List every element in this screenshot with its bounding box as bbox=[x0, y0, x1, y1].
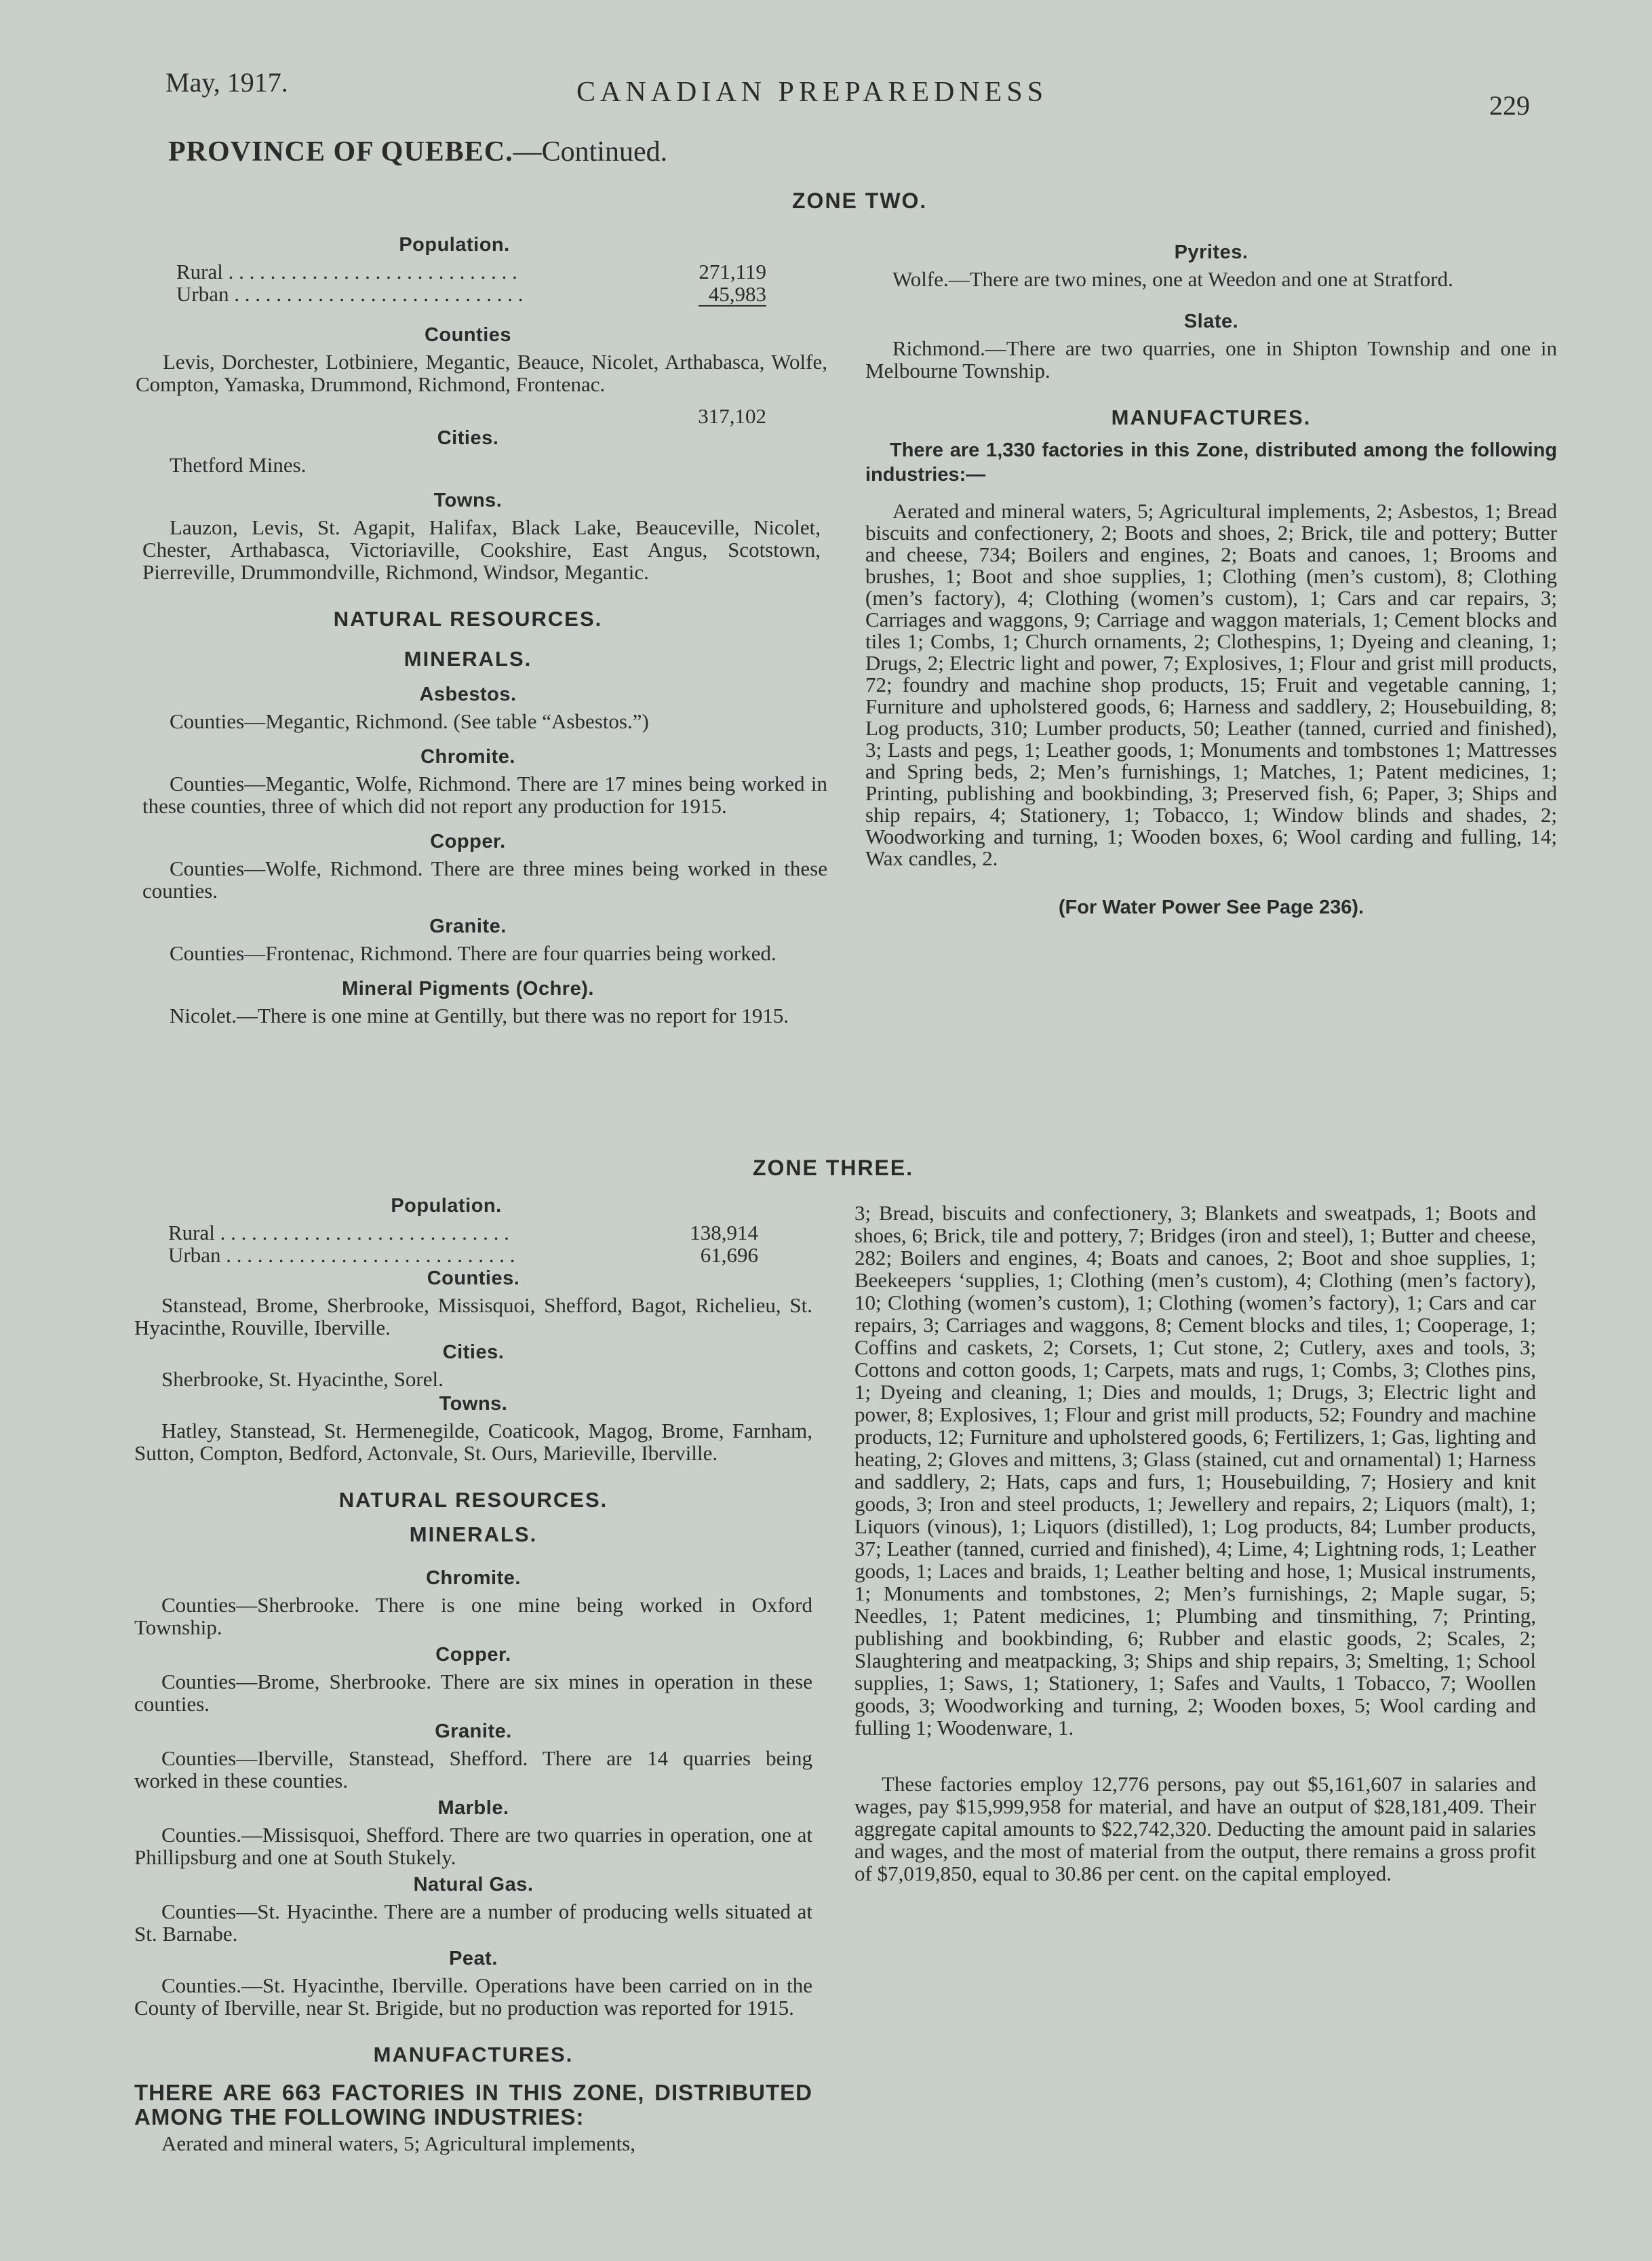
copper-heading: Copper. bbox=[430, 831, 506, 852]
slate-text: Richmond.—There are two quarries, one in Shipton Township and one in Melbourne Township. bbox=[865, 336, 1557, 382]
natural-resources-heading: NATURAL RESOURCES. bbox=[338, 1488, 608, 1512]
cities-heading: Cities. bbox=[442, 1341, 505, 1363]
urban-value: 45,983 bbox=[708, 282, 766, 306]
population-urban-row bbox=[134, 1244, 758, 1266]
zone-three-title: ZONE THREE. bbox=[753, 1156, 914, 1180]
factories-summary: These factories employ 12,776 persons, pay out $5,161,607 in salaries and wages, pay $15,999,958 for material, and have an output of $28,181,409. Their aggregate capital amounts to $22,742,320. Deducting the amount paid in salaries and wages, and the most of material from the output, there remains a gross profit of $7,019,850, equal to 30.86 per cent. on the capital employed. bbox=[854, 1772, 1536, 1885]
copper-text: Counties—Brome, Sherbrooke. There are six mines in operation in these counties. bbox=[134, 1670, 812, 1716]
urban-label: Urban . . . . . . . . . . . . . . . . . . . . . . . . . . . . bbox=[176, 282, 524, 306]
manufactures-heading: MANUFACTURES. bbox=[1111, 406, 1312, 429]
issue-date: May, 1917. bbox=[165, 67, 288, 98]
zone-three-left-column bbox=[134, 1195, 812, 2155]
pyrites-text: Wolfe.—There are two mines, one at Weedon and one at Stratford. bbox=[892, 267, 1453, 291]
manufactures-intro: There are 1,330 factories in this Zone, distributed among the following industries:— bbox=[865, 439, 1557, 486]
minerals-heading: MINERALS. bbox=[404, 647, 532, 671]
manufactures-text: Aerated and mineral waters, 5; Agricultural implements, 2; Asbestos, 1; Bread biscuits and confectionery, 2; Boots and shoes, 2; Brick, tile and pottery; Butter and cheese, 734; Boilers and engines, 2; Boats and canoes, 1; Brooms and brushes, 1; Boot and shoe supplies, 1; Clothing (men’s custom), 8; Clothing (men’s factory), 4; Clothing (women’s custom), 1; Cars and car repairs, 3; Carriages and waggons, 9; Carriage and waggon materials, 1; Cement blocks and tiles 1; Combs, 1; Church ornaments, 2; Clothespins, 1; Dyeing and cleaning, 1; Drugs, 2; Electric light and power, 7; Explosives, 1; Flour and grist mill products, 72; foundry and machine shop products, 15; Fruit and vegetable canning, 1; Furniture and upholstered goods, 6; Harness and saddlery, 2; Housebuilding, 8; Log products, 310; Lumber products, 50; Leather (tanned, curried and finished), 3; Lasts and pegs, 1; Leather goods, 1; Monuments and tombstones 1; Mattresses and Spring beds, 2; Men’s furnishings, 1; Matches, 1; Patent medicines, 1; Printing, publishing and bookbinding, 3; Preserved fish, 6; Paper, 3; Ships and ship repairs, 4; Stationery, 1; Tobacco, 1; Window blinds and shades, 2; Woodworking and turning, 1; Wooden boxes, 6; Wool carding and fulling, 14; Wax candles, 2. bbox=[865, 499, 1557, 870]
towns-heading: Towns. bbox=[433, 490, 503, 511]
zone-two-title: ZONE TWO. bbox=[792, 189, 928, 213]
peat-text: Counties.—St. Hyacinthe, Iberville. Operations have been carried on in the County of Iberville, near St. Brigide, but no production was reported for 1915. bbox=[134, 1973, 812, 2020]
natural-resources-heading: NATURAL RESOURCES. bbox=[333, 607, 603, 631]
rural-value: 271,119 bbox=[699, 260, 766, 283]
population-heading: Population. bbox=[399, 234, 510, 256]
pyrites-heading: Pyrites. bbox=[1174, 241, 1248, 263]
marble-heading: Marble. bbox=[437, 1797, 509, 1819]
granite-text: Counties—Frontenac, Richmond. There are four quarries being worked. bbox=[170, 941, 776, 965]
ochre-text: Nicolet.—There is one mine at Gentilly, but there was no report for 1915. bbox=[170, 1004, 789, 1027]
population-total-block bbox=[142, 405, 766, 427]
population-rural-row bbox=[142, 260, 766, 283]
zone-two-population bbox=[142, 234, 766, 307]
page-number: 229 bbox=[1489, 90, 1530, 121]
asbestos-text: Counties—Megantic, Richmond. (See table “Asbestos.”) bbox=[170, 709, 649, 733]
granite-heading: Granite. bbox=[429, 916, 507, 937]
copper-text: Counties—Wolfe, Richmond. There are three mines being worked in these counties. bbox=[142, 857, 827, 903]
natural-gas-text: Counties—St. Hyacinthe. There are a number of producing wells situated at St. Barnabe. bbox=[134, 1900, 812, 1946]
asbestos-heading: Asbestos. bbox=[419, 684, 517, 705]
natural-gas-heading: Natural Gas. bbox=[413, 1874, 534, 1895]
zone-two-right-column bbox=[865, 241, 1557, 919]
granite-heading: Granite. bbox=[435, 1721, 512, 1742]
manufactures-continued: 3; Bread, biscuits and confectionery, 3; Blankets and sweatpads, 1; Boots and shoes, 6; Brick, tile and pottery, 7; Bridges (iron and steel), 1; Butter and cheese, 282; Boilers and engines, 4; Boats and canoes, 2; Boot and shoe supplies, 1; Beekeepers ‘supplies, 1; Clothing (men’s custom), 4; Clothing (men’s factory), 10; Clothing (women’s custom), 1; Clothing (women’s factory), 1; Cars and car repairs, 3; Carriages and waggons, 8; Cement blocks and tiles, 1; Cooperage, 1; Coffins and caskets, 2; Corsets, 1; Cut stone, 2; Cutlery, axes and tools, 3; Cottons and cotton goods, 1; Carpets, mats and rugs, 1; Combs, 3; Clothes pins, 1; Dyeing and cleaning, 1; Dies and moulds, 1; Drugs, 3; Electric light and power, 8; Explosives, 1; Flour and grist mill products, 52; Foundry and machine products, 12; Furniture and upholstered goods, 6; Fertilizers, 1; Gas, lighting and heating, 2; Gloves and mittens, 3; Glass (stained, cut and ornamental) 1; Harness and saddlery, 2; Hats, caps and furs, 1; Housebuilding, 7; Hosiery and knit goods, 3; Iron and steel products, 1; Jewellery and repairs, 2; Liquors (malt), 1; Liquors (vinous), 1; Liquors (distilled), 1; Log products, 84; Lumber products, 37; Leather (tanned, curried and finished), 4; Lime, 4; Lightning rods, 1; Leather goods, 1; Laces and braids, 1; Leather belting and hose, 1; Musical instruments, 1; Monuments and tombstones, 2; Men’s furnishings, 2; Maple sugar, 5; Needles, 1; Patent medicines, 1; Plumbing and tinsmithing, 7; Printing, publishing and bookbinding, 6; Rubber and elastic goods, 2; Scales, 2; Slaughtering and meatpacking, 3; Ships and ship repairs, 3; Smelting, 1; School supplies, 1; Saws, 1; Stationery, 1; Safes and Vaults, 1 Tobacco, 7; Woollen goods, 3; Woodworking and turning, 2; Wooden boxes, 5; Wool carding and fulling 1; Woodenware, 1. bbox=[854, 1201, 1536, 1739]
counties-heading: Counties bbox=[424, 324, 512, 346]
water-power-note: (For Water Power See Page 236). bbox=[1058, 897, 1364, 918]
manufactures-intro: THERE ARE 663 FACTORIES IN THIS ZONE, DISTRIBUTED AMONG THE FOLLOWING INDUSTRIES: bbox=[134, 2080, 812, 2129]
zone-three-right-column bbox=[854, 1202, 1536, 1885]
population-heading: Population. bbox=[391, 1195, 502, 1217]
province-suffix: —Continued. bbox=[513, 136, 668, 168]
granite-text: Counties—Iberville, Stanstead, Shefford. There are 14 quarries being worked in these counties. bbox=[134, 1746, 812, 1792]
province-heading bbox=[168, 136, 667, 168]
population-rural-row bbox=[134, 1221, 758, 1244]
rural-value: 138,914 bbox=[690, 1221, 758, 1244]
chromite-heading: Chromite. bbox=[420, 746, 515, 768]
towns-text: Lauzon, Levis, St. Agapit, Halifax, Black Lake, Beauceville, Nicolet, Chester, Arthabasca, Victoriaville, Cookshire, East Angus, Scotstown, Pierreville, Drummondville, Richmond, Windsor, Megantic. bbox=[142, 515, 821, 584]
manufactures-start: Aerated and mineral waters, 5; Agricultural implements, bbox=[161, 2131, 635, 2155]
peat-heading: Peat. bbox=[449, 1948, 498, 1969]
population-urban-row bbox=[142, 283, 766, 305]
minerals-heading: MINERALS. bbox=[409, 1522, 538, 1546]
cities-heading: Cities. bbox=[437, 427, 499, 449]
marble-text: Counties.—Missisquoi, Shefford. There are two quarries in operation, one at Phillipsburg and one at South Stukely. bbox=[134, 1823, 812, 1869]
rural-label: Rural . . . . . . . . . . . . . . . . . . . . . . . . . . . . bbox=[168, 1221, 509, 1244]
zone-three-population bbox=[134, 1195, 758, 1266]
towns-text: Hatley, Stanstead, St. Hermenegilde, Coaticook, Magog, Brome, Farnham, Sutton, Compton, Bedford, Actonvale, St. Ours, Marieville, Iberville. bbox=[134, 1419, 812, 1465]
counties-heading: Counties. bbox=[427, 1267, 520, 1289]
urban-label: Urban . . . . . . . . . . . . . . . . . . . . . . . . . . . . bbox=[168, 1243, 515, 1267]
towns-heading: Towns. bbox=[439, 1393, 508, 1415]
rural-label: Rural . . . . . . . . . . . . . . . . . . . . . . . . . . . . bbox=[176, 260, 517, 283]
urban-value: 61,696 bbox=[700, 1243, 758, 1267]
manufactures-heading: MANUFACTURES. bbox=[373, 2043, 574, 2066]
cities-text: Sherbrooke, St. Hyacinthe, Sorel. bbox=[161, 1367, 444, 1391]
province-name: PROVINCE OF QUEBEC. bbox=[168, 136, 513, 168]
zone-two-left-column bbox=[136, 234, 827, 1027]
cities-text: Thetford Mines. bbox=[170, 453, 307, 477]
slate-heading: Slate. bbox=[1183, 311, 1239, 332]
copper-heading: Copper. bbox=[435, 1644, 511, 1666]
chromite-heading: Chromite. bbox=[426, 1567, 521, 1589]
chromite-text: Counties—Sherbrooke. There is one mine being worked in Oxford Township. bbox=[134, 1593, 812, 1639]
population-total: 317,102 bbox=[698, 404, 766, 428]
counties-text: Levis, Dorchester, Lotbiniere, Megantic, Beauce, Nicolet, Arthabasca, Wolfe, Compton, Yamaska, Drummond, Richmond, Frontenac. bbox=[136, 350, 827, 396]
chromite-text: Counties—Megantic, Wolfe, Richmond. There are 17 mines being worked in these counties, three of which did not report any production for 1915. bbox=[142, 772, 827, 818]
ochre-heading: Mineral Pigments (Ochre). bbox=[342, 978, 594, 1000]
counties-text: Stanstead, Brome, Sherbrooke, Missisquoi, Shefford, Bagot, Richelieu, St. Hyacinthe, Rouville, Iberville. bbox=[134, 1293, 812, 1339]
journal-title: CANADIAN PREPAREDNESS bbox=[576, 77, 1048, 108]
